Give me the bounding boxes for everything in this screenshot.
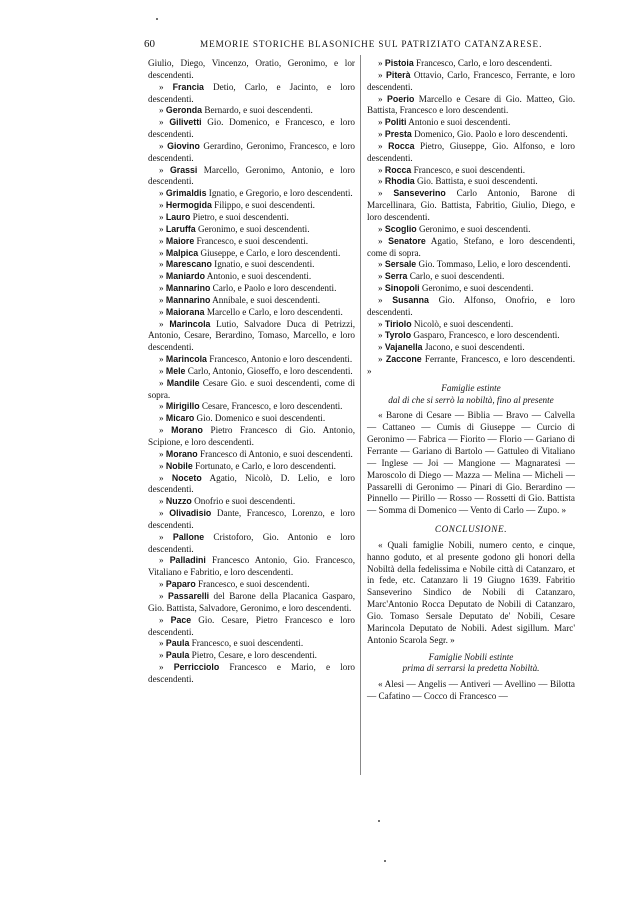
family-name: Nobile (165, 460, 193, 471)
entry-text: » (378, 342, 385, 353)
entry-text: Antonio, e suoi descendenti. (205, 271, 312, 282)
family-name: Tyrolo (384, 330, 412, 341)
entry-text: Gio. Domenico e suoi descendenti. (194, 413, 326, 424)
family-name: Lauro (165, 211, 191, 222)
famiglie-nobili-estinte-subheading: prima di serrarsi la predetta Nobiltà. (402, 663, 540, 674)
family-entry (148, 508, 355, 532)
left-column (148, 58, 355, 686)
family-entry (148, 248, 355, 260)
family-name: Paparo (165, 579, 196, 590)
family-entry (148, 212, 355, 224)
family-name: Giovino (167, 140, 200, 151)
entry-text: Cristoforo, Gio. Antonio e loro descendenti. (148, 531, 355, 554)
family-name: Paula (165, 638, 190, 649)
family-entry (148, 295, 355, 307)
family-name: Zaccone (385, 354, 422, 365)
entry-text: Domenico, Gio. Paolo e loro descendenti. (411, 129, 568, 140)
family-entry (148, 449, 355, 461)
entry-text: » (378, 294, 393, 305)
entry-text: Francesco, e suoi descendenti. (189, 638, 304, 649)
entry-text: Geronimo, e suoi descendenti. (419, 283, 534, 294)
right-entries (367, 58, 575, 378)
entry-text: Fortunato, e Carlo, e loro descendenti. (192, 460, 336, 471)
entry-text: Nicolò, e suoi descendenti. (411, 318, 514, 329)
entry-text: del Barone della Placanica Gasparo, Gio. Battista, Salvadore, Geronimo, e loro descendenti. (148, 590, 356, 613)
entry-text: Cesare, Francesco, e loro descendenti. (199, 401, 343, 412)
entry-text: » (378, 69, 387, 80)
family-entry (148, 615, 355, 639)
family-name: Poerio (387, 93, 415, 104)
family-name: Nuzzo (165, 496, 192, 507)
conclusione-text: « Quali famiglie Nobili, numero cento, e cinque, hanno goduto, et al presente godono gli honori della Nobiltà della fedelissima e Nobile città di Catanzaro, et in fede, etc. Catanzaro li 19 Giugno 1639. Fabritio Sanseverino Sindico de Nobili di Catanzaro, Marc'Antonio Rocca Deputato de Nobili di Catanzaro, Gio. Tomaso Sersale Deputato de' Nobili, Cesare Marincola Deputato de Nobili. Adest sigillum. Marc' Antonio Scarola Segr. » (367, 539, 575, 645)
running-title: MEMORIE STORICHE BLASONICHE SUL PATRIZIATO CATANZARESE. (200, 39, 543, 49)
family-entry (148, 200, 355, 212)
famiglie-estinte-heading: Famiglie estinte (441, 382, 501, 393)
entry-text: Lutio, Salvadore Duca di Petrizzi, Antonio, Cesare, Berardino, Tomaso, Marcello, e loro descendenti. (148, 318, 355, 353)
entry-text: Giulio, Diego, Vincenzo, Oratio, Geronimo, e lor descendenti. (148, 58, 355, 80)
entry-text: Francesco Antonio, Gio. Francesco, Vitaliano e Fabritio, e loro descendenti. (148, 555, 355, 578)
entry-text: Pietro, e suoi descendenti. (190, 211, 289, 222)
family-name: Vajanella (384, 342, 423, 353)
family-name: Pace (170, 614, 192, 625)
family-entry (148, 473, 355, 497)
family-entry (148, 650, 355, 662)
family-name: Piterà (386, 69, 411, 80)
family-entry (367, 330, 575, 342)
famiglie-estinte-subheading: dal di che si serrò la nobiltà, fino al presente (388, 394, 554, 405)
family-entry (148, 236, 355, 248)
entry-text: » (159, 425, 172, 436)
entry-text: » (159, 555, 170, 566)
family-name: Grassi (169, 164, 198, 175)
family-entry (367, 141, 575, 165)
entry-text: » (159, 496, 166, 507)
entry-text: » (378, 58, 385, 68)
column-divider (360, 55, 361, 775)
family-entry (148, 319, 355, 355)
entry-text: Ferrante, Francesco, e loro descendenti. » (367, 354, 576, 376)
family-entry (367, 236, 575, 260)
entry-text: Gio. Alfonso, Onofrio, e loro descendenti. (367, 294, 576, 317)
family-entry (367, 176, 575, 188)
entry-text: » (159, 318, 170, 329)
entry-text: Cesare Gio. e suoi descendenti, come di sopra. (148, 377, 355, 400)
family-name: Passarelli (168, 590, 210, 601)
family-name: Maiore (165, 235, 195, 246)
family-entry (148, 532, 355, 556)
print-speck (384, 860, 386, 862)
entry-text: Marcello e Carlo, e loro descendenti. (204, 306, 343, 317)
conclusione-heading: CONCLUSIONE. (434, 524, 508, 535)
entry-text: » (378, 129, 385, 140)
family-name: Mele (165, 365, 186, 376)
family-entry (148, 591, 355, 615)
family-name: Francia (172, 81, 204, 92)
entry-text: » (159, 638, 166, 649)
entry-text: » (159, 508, 170, 519)
entry-text: Pietro, Giuseppe, Gio. Alfonso, e loro descendenti. (367, 140, 576, 163)
family-entry (148, 378, 355, 402)
entry-text: Ignatio, e suoi descendenti. (211, 259, 315, 270)
family-entry (367, 70, 575, 94)
entry-text: » (378, 176, 385, 187)
print-speck (378, 820, 380, 822)
family-name: Palladini (169, 555, 206, 566)
family-entry (367, 319, 575, 331)
entry-text: » (159, 650, 166, 661)
family-name: Senatore (388, 235, 426, 246)
entry-text: » (159, 200, 166, 211)
entry-text: » (159, 472, 172, 483)
entry-text: Francesco, Antonio e loro descendenti. (206, 354, 353, 365)
family-entry (367, 129, 575, 141)
entry-text: Ignatio, e Gregorio, e loro descendenti. (206, 188, 353, 199)
family-entry (148, 224, 355, 236)
family-name: Mannarino (165, 294, 211, 305)
family-name: Morano (165, 448, 198, 459)
family-name: Rhodia (384, 176, 415, 187)
family-entry (148, 117, 355, 141)
family-name: Marescano (165, 259, 212, 270)
family-entry (367, 188, 575, 224)
family-name: Olivadisio (169, 508, 212, 519)
entry-text: Geronimo, e suoi descendenti. (416, 223, 531, 234)
entry-text: Gio. Domenico, e Francesco, e loro descendenti. (148, 117, 355, 140)
entry-text: » (378, 259, 385, 270)
entry-text: » (378, 283, 385, 294)
entry-text: » (159, 579, 166, 590)
family-name: Rocca (384, 164, 412, 175)
family-entry (148, 259, 355, 271)
family-name: Laruffa (165, 223, 196, 234)
family-name: Pallone (172, 531, 205, 542)
entry-text: Gio. Battista, e suoi descendenti. (414, 176, 538, 187)
entry-text: » (159, 614, 171, 625)
family-name: Malpica (165, 247, 199, 258)
entry-text: » (378, 330, 385, 341)
family-name: Mannarino (165, 283, 211, 294)
family-name: Maniardo (165, 271, 205, 282)
entry-text: » (159, 448, 166, 459)
entry-text: » (159, 354, 166, 365)
entry-text: » (159, 590, 169, 601)
entry-text: » (378, 354, 386, 365)
family-entry (148, 366, 355, 378)
family-entry (367, 165, 575, 177)
entry-text: » (378, 140, 389, 151)
family-entry (367, 94, 575, 118)
entry-text: » (378, 93, 387, 104)
family-entry (148, 461, 355, 473)
family-name: Politi (384, 117, 407, 128)
family-entry (148, 413, 355, 425)
entry-text: Pietro, Cesare, e loro descendenti. (189, 650, 317, 661)
entry-text: » (378, 164, 385, 175)
entry-text: » (378, 271, 385, 282)
entry-text: Francesco, Carlo, e loro descendenti. (413, 58, 553, 68)
family-name: Sersale (384, 259, 417, 270)
entry-text: » (159, 117, 170, 128)
entry-text: Detio, Carlo, e Jacinto, e loro descendenti. (148, 81, 355, 104)
famiglie-nobili-estinte-text: « Alesi — Angelis — Antiveri — Avellino — Bilotta — Cafatino — Cocco di Francesco — (367, 679, 575, 702)
entry-text: Francesco, e suoi descendenti. (411, 164, 526, 175)
family-name: Mirigillo (165, 401, 200, 412)
family-entry (148, 401, 355, 413)
entry-text: Carlo Antonio, Barone di Marcellinara, Gio. Battista, Fabritio, Giulio, Diego, e loro descendenti. (367, 188, 576, 222)
family-name: Micaro (165, 413, 195, 424)
entry-text: » (378, 318, 385, 329)
family-entry (367, 283, 575, 295)
entry-text: Agatio, Stefano, e loro descendenti, come di sopra. (367, 235, 576, 258)
entry-text: » (159, 531, 173, 542)
family-entry (367, 224, 575, 236)
entry-text: Dante, Francesco, Lorenzo, e loro descendenti. (148, 508, 356, 530)
family-name: Scoglio (384, 223, 417, 234)
entry-text: Onofrio e suoi descendenti. (191, 496, 296, 507)
family-name: Presta (384, 129, 412, 140)
entry-text: » (159, 283, 166, 294)
entry-text: » (378, 223, 385, 234)
right-column (367, 58, 575, 703)
family-entry (148, 82, 355, 106)
family-entry (148, 496, 355, 508)
family-entry (148, 425, 355, 449)
family-name: Serra (384, 271, 408, 282)
family-name: Marincola (165, 354, 207, 365)
entry-text: Gerardino, Geronimo, Francesco, e loro descendenti. (148, 140, 355, 163)
family-entry (148, 141, 355, 165)
family-entry (367, 117, 575, 129)
family-entry (148, 307, 355, 319)
entry-text: Gio. Tommaso, Lelio, e loro descendenti. (416, 259, 571, 270)
entry-text: » (378, 188, 394, 199)
entry-text: » (159, 413, 166, 424)
family-entry (367, 342, 575, 354)
family-name: Rocca (388, 140, 415, 151)
family-name: Morano (171, 425, 203, 436)
entry-text: Marcello, Geronimo, Antonio, e loro descendenti. (148, 164, 355, 187)
entry-text: Jacono, e suoi descendenti. (422, 342, 525, 353)
family-entry (148, 638, 355, 650)
entry-text: Bernardo, e suoi descendenti. (202, 105, 313, 116)
entry-text: Ottavio, Carlo, Francesco, Ferrante, e loro descendenti. (367, 69, 575, 92)
family-name: Perricciolo (173, 662, 220, 673)
page-number: 60 (144, 38, 155, 50)
entry-text: Gio. Cesare, Pietro Francesco e loro descendenti. (148, 614, 355, 637)
family-name: Hermogida (165, 200, 212, 211)
entry-text: Antonio e suoi descendenti. (406, 117, 511, 128)
entry-text: » (378, 117, 385, 128)
family-name: Sanseverino (393, 188, 446, 199)
family-entry (148, 165, 355, 189)
family-entry (148, 105, 355, 117)
entry-text: Carlo, e Paolo e loro descendenti. (210, 283, 337, 294)
entry-text: Francesco di Antonio, e suoi descendenti. (197, 448, 353, 459)
family-entry (148, 58, 355, 82)
family-entry (148, 555, 355, 579)
famiglie-estinte-text: « Barone di Cesare — Biblia — Bravo — Calvella — Cattaneo — Cumis di Giuseppe — Curcio di Geronimo — Fabrica — Fiorito — Florio — Gariano di Ferrante — Gariano di Bartolo — Gattuleo di Vitaliano — Inglese — Joi — Mangione — Magnaratesi — Maroscolo di Diego — Mazza — Melina — Micheli — Passarelli di Geronimo — Pinari di Gio. Berardino — Pinnello — Pirillo — Rosso — Rossetti di Gio. Battista — Somma di Domenico — Vento di Carlo — Zupo. » (367, 410, 575, 516)
entry-text: » (159, 188, 166, 199)
family-entry (148, 283, 355, 295)
entry-text: Pietro Francesco di Gio. Antonio, Scipione, e loro descendenti. (148, 425, 356, 447)
family-name: Noceto (171, 472, 202, 483)
family-entry (367, 295, 575, 319)
family-name: Geronda (165, 105, 203, 116)
entry-text: Annibale, e suoi descendenti. (210, 294, 321, 305)
print-speck (156, 18, 158, 20)
entry-text: » (159, 271, 166, 282)
family-name: Tiriolo (384, 318, 412, 329)
family-name: Maiorana (165, 306, 205, 317)
entry-text: » (378, 235, 389, 246)
entry-text: » (159, 460, 166, 471)
family-name: Grimaldis (165, 188, 207, 199)
entry-text: » (159, 105, 166, 116)
page-header (140, 38, 570, 52)
entry-text: Marcello e Cesare di Gio. Matteo, Gio. Battista, Francesco e loro descendenti. (367, 93, 576, 116)
entry-text: » (159, 306, 166, 317)
entry-text: Carlo, Antonio, Gioseffo, e loro descendenti. (185, 365, 353, 376)
entry-text: » (159, 662, 174, 673)
entry-text: » (159, 211, 166, 222)
entry-text: Carlo, e suoi descendenti. (407, 271, 505, 282)
family-entry (148, 354, 355, 366)
family-entry (367, 271, 575, 283)
entry-text: » (159, 365, 166, 376)
family-entry (367, 259, 575, 271)
entry-text: » (159, 259, 166, 270)
family-name: Paula (165, 650, 190, 661)
entry-text: » (159, 223, 166, 234)
entry-text: Gasparo, Francesco, e loro descendenti. (411, 330, 560, 341)
entry-text: » (159, 140, 168, 151)
family-entry (367, 354, 575, 378)
family-name: Pistoia (384, 58, 414, 68)
entry-text: » (159, 235, 166, 246)
famiglie-nobili-estinte-heading: Famiglie Nobili estinte (428, 651, 514, 662)
entry-text: » (159, 247, 166, 258)
entry-text: Agatio, Nicolò, D. Lelio, e loro descendenti. (148, 472, 356, 495)
entry-text: Filippo, e suoi descendenti. (211, 200, 315, 211)
family-entry (148, 579, 355, 591)
entry-text: Francesco, e suoi descendenti. (194, 235, 309, 246)
family-entry (148, 271, 355, 283)
entry-text: Giuseppe, e Carlo, e loro descendenti. (198, 247, 341, 258)
family-name: Susanna (392, 294, 429, 305)
entry-text: Francesco, e suoi descendenti. (195, 579, 310, 590)
entry-text: Francesco e Mario, e loro descendenti. (148, 662, 356, 684)
entry-text: Geronimo, e suoi descendenti. (195, 223, 310, 234)
entry-text: » (159, 294, 166, 305)
family-entry (367, 58, 575, 70)
family-entry (148, 188, 355, 200)
family-name: Gilivetti (169, 117, 202, 128)
entry-text: » (159, 401, 166, 412)
family-entry (148, 662, 355, 686)
family-name: Marincola (169, 318, 211, 329)
entry-text: » (159, 377, 167, 388)
entry-text: » (159, 164, 170, 175)
family-name: Sinopoli (384, 283, 420, 294)
entry-text: » (159, 81, 173, 92)
family-name: Mandile (166, 377, 200, 388)
